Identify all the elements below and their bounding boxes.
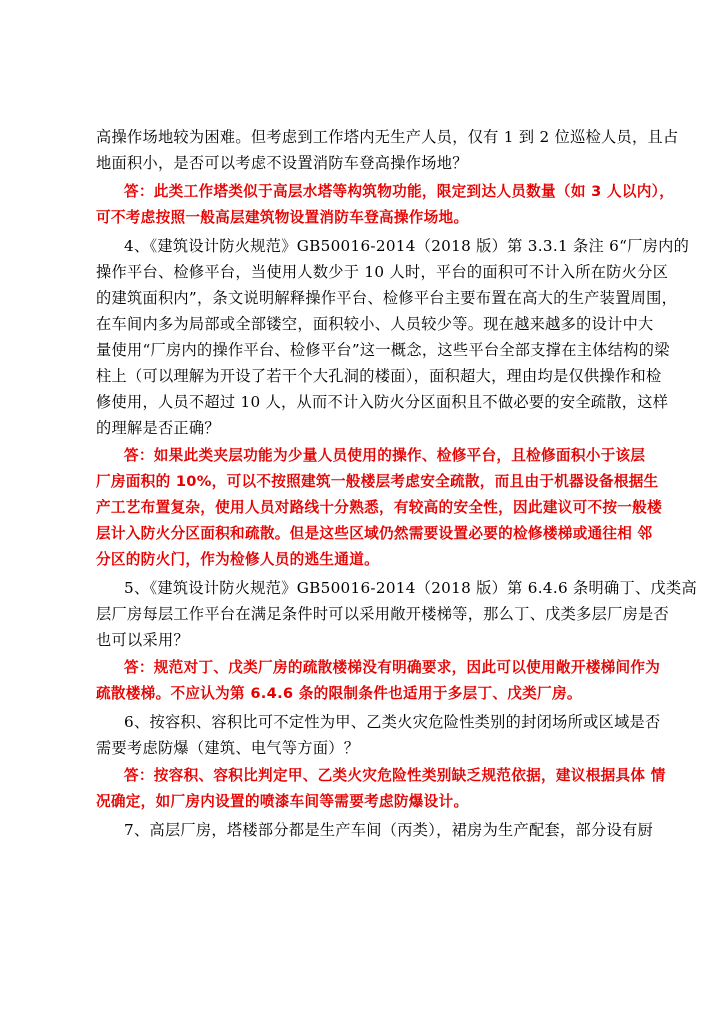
answer-line: 分区的防火门，作为检修人员的逃生通道。 — [96, 551, 379, 568]
text-line: 地面积小，是否可以考虑不设置消防车登高操作场地？ — [96, 154, 468, 172]
question-line: 4、《建筑设计防火规范》GB50016-2014（2018 版）第 3.3.1 条注 6“厂房内的 — [124, 237, 690, 255]
text-line: 的建筑面积内”，条文说明解释操作平台、检修平台主要布置在高大的生产装置周围， — [96, 289, 678, 307]
question-line: 5、《建筑设计防火规范》GB50016-2014（2018 版）第 6.4.6 条明确丁、戊类高 — [124, 579, 697, 597]
answer-line: 答：规范对丁、戊类厂房的疏散楼梯没有明确要求，因此可以使用敞开楼梯间作为 — [124, 659, 661, 676]
text-line: 量使用“厂房内的操作平台、检修平台”这一概念，这些平台全部支撑在主体结构的梁 — [96, 341, 670, 359]
text-line: 在车间内多为局部或全部镂空，面积较小、人员较少等。现在越来越多的设计中大 — [96, 315, 654, 333]
text-line: 操作平台、检修平台，当使用人数少于 10 人时，平台的面积可不计入所在防火分区 — [96, 263, 669, 281]
text-line: 也可以采用？ — [96, 631, 189, 649]
answer-line: 产工艺布置复杂，使用人员对路线十分熟悉，有较高的安全性，因此建议可不按一般楼 — [96, 499, 662, 516]
question-line: 6、按容积、容积比可不定性为甲、乙类火灾危险性类别的封闭场所或区域是否 — [124, 713, 661, 731]
text-line: 修使用，人员不超过 10 人，从而不计入防火分区面积且不做必要的安全疏散，这样 — [96, 393, 669, 411]
text-line: 的理解是否正确？ — [96, 419, 220, 437]
answer-line: 可不考虑按照一般高层建筑物设置消防车登高操作场地。 — [96, 209, 469, 226]
answer-line: 况确定，如厂房内设置的喷漆车间等需要考虑防爆设计。 — [96, 793, 469, 810]
answer-line: 疏散楼梯。不应认为第 6.4.6 条的限制条件也适用于多层丁、戊类厂房。 — [96, 685, 582, 702]
text-line: 高操作场地较为困难。但考虑到工作塔内无生产人员，仅有 1 到 2 位巡检人员，且占 — [96, 128, 679, 146]
question-line: 7、高层厂房，塔楼部分都是生产车间（丙类），裙房为生产配套，部分设有厨 — [124, 821, 653, 839]
text-line: 柱上（可以理解为开设了若干个大孔洞的楼面），面积超大，理由均是仅供操作和检 — [96, 367, 662, 385]
answer-line: 层计入防火分区面积和疏散。但是这些区域仍然需要设置必要的检修楼梯或通往相 邻 — [96, 525, 653, 542]
answer-line: 答：按容积、容积比判定甲、乙类火灾危险性类别缺乏规范依据，建议根据具体 情 — [124, 767, 666, 784]
text-line: 层厂房每层工作平台在满足条件时可以采用敞开楼梯等，那么丁、戊类多层厂房是否 — [96, 605, 670, 623]
answer-line: 答：如果此类夹层功能为少量人员使用的操作、检修平台，且检修面积小于该层 — [124, 447, 646, 464]
text-line: 需要考虑防爆（建筑、电气等方面）？ — [96, 739, 360, 757]
answer-line: 厂房面积的 10%，可以不按照建筑一般楼层考虑安全疏散，而且由于机器设备根据生 — [96, 473, 659, 490]
answer-line: 答：此类工作塔类似于高层水塔等构筑物功能，限定到达人员数量（如 3 人以内）， — [124, 183, 675, 200]
